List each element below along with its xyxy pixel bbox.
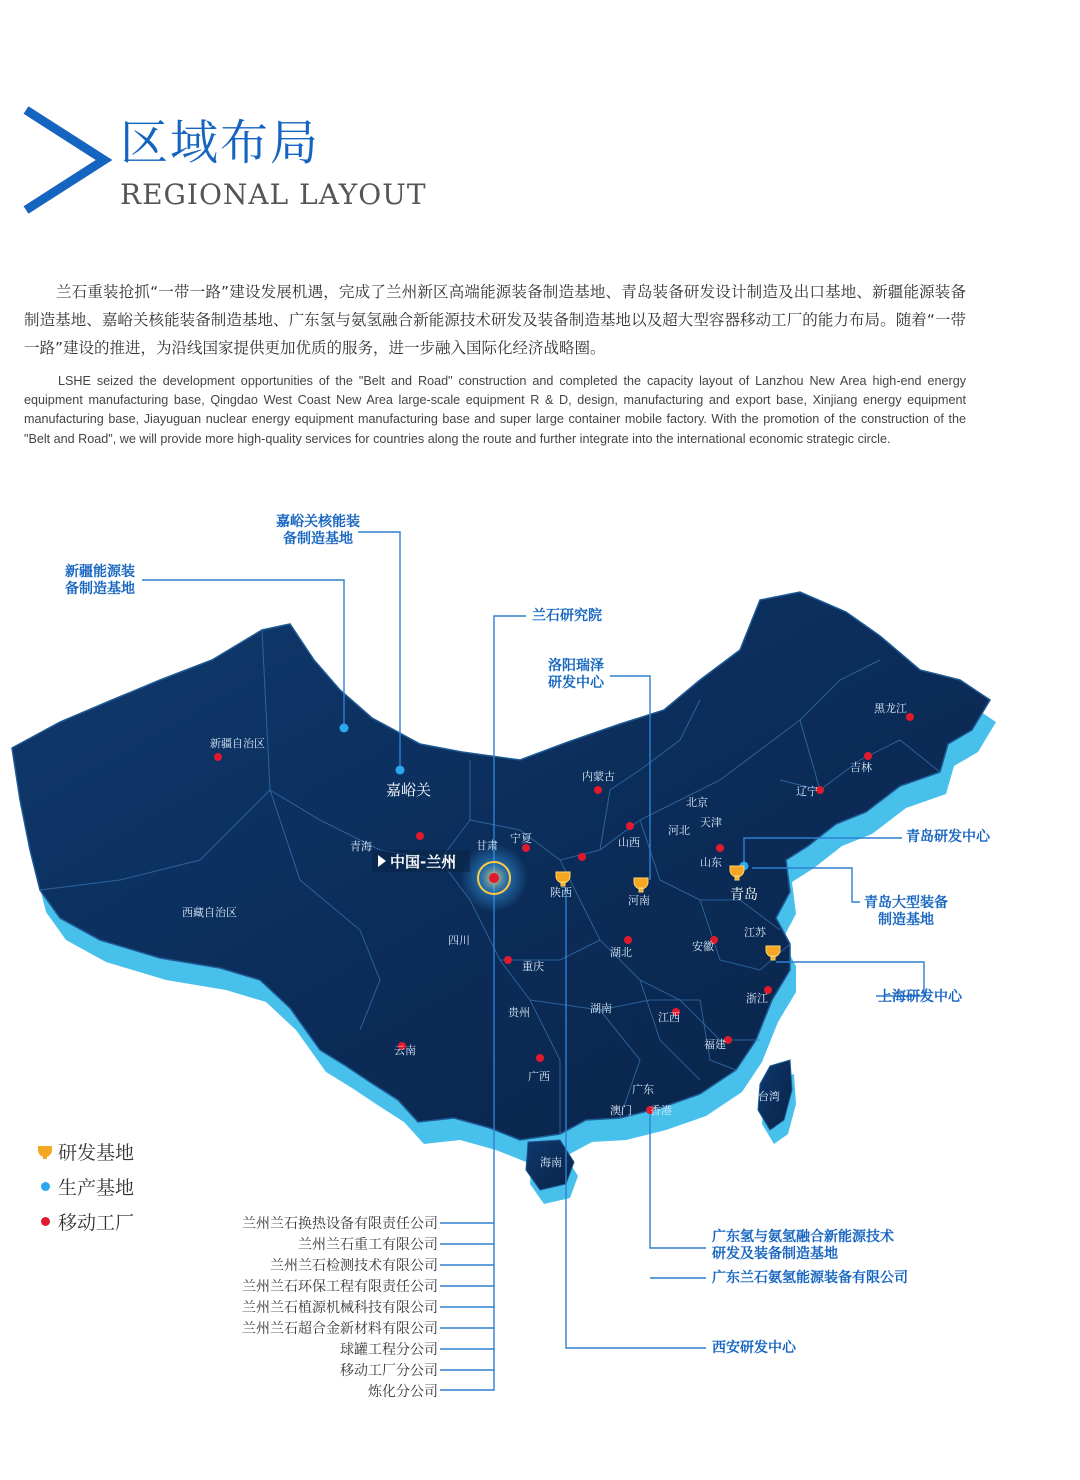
blue-dot-icon (41, 1182, 50, 1191)
label-jilin: 吉林 (850, 761, 872, 774)
label-hainan: 海南 (540, 1156, 562, 1169)
red-dot-icon (41, 1217, 50, 1226)
label-shanxi: 山西 (618, 836, 640, 849)
label-guizhou: 贵州 (508, 1006, 530, 1019)
list-item: 兰州兰石环保工程有限责任公司 (242, 1279, 438, 1295)
label-ningxia: 宁夏 (510, 832, 532, 845)
list-item: 移动工厂分公司 (340, 1363, 438, 1379)
label-xinjiang: 新疆自治区 (210, 737, 265, 750)
label-aomen: 澳门 (610, 1104, 632, 1117)
legend-mobile-label: 移动工厂 (58, 1212, 135, 1234)
callout-qingdao-rd: 青岛研发中心 (906, 829, 990, 845)
label-beijing: 北京 (686, 796, 708, 809)
map-legend (34, 1134, 134, 1239)
page-subtitle: REGIONAL LAYOUT (120, 178, 427, 211)
list-item: 兰州兰石植源机械科技有限公司 (242, 1300, 438, 1316)
map-graphic (0, 480, 1080, 1476)
label-liaoning: 辽宁 (796, 785, 818, 798)
label-henan: 河南 (628, 894, 650, 907)
label-xizang: 西藏自治区 (182, 906, 237, 919)
callout-qingdao-base: 青岛大型装备 制造基地 (864, 895, 948, 928)
label-jiangxi: 江西 (658, 1011, 680, 1024)
list-item: 球罐工程分公司 (340, 1342, 438, 1358)
label-zhejiang: 浙江 (746, 992, 768, 1005)
legend-mobile (34, 1204, 134, 1239)
list-item: 兰州兰石重工有限公司 (298, 1237, 438, 1253)
label-guangdong: 广东 (632, 1083, 654, 1096)
callout-guangdong-co: 广东兰石氨氢能源装备有限公司 (712, 1270, 908, 1286)
label-chongqing: 重庆 (522, 960, 544, 973)
page-title: 区域布局 (120, 115, 321, 171)
list-item: 兰州兰石换热设备有限责任公司 (242, 1216, 438, 1232)
company-list (242, 1214, 438, 1403)
label-hubei: 湖北 (610, 946, 632, 959)
hq-label (372, 850, 470, 872)
label-taiwan: 台湾 (758, 1090, 780, 1103)
label-gansu: 甘肃 (476, 839, 498, 852)
label-xianggang: 香港 (650, 1104, 672, 1117)
label-jiangsu: 江苏 (744, 926, 766, 939)
label-guangxi: 广西 (528, 1070, 550, 1083)
legend-production (34, 1169, 134, 1204)
legend-rd (34, 1134, 134, 1169)
intro-text-cn: 兰石重装抢抓“一带一路”建设发展机遇，完成了兰州新区高端能源装备制造基地、青岛装备研发设计制造及出口基地、新疆能源装备制造基地、嘉峪关核能装备制造基地、广东氢与氨氢融合新能源技术研发及装备制造基地以及超大型容器移动工厂的能力布局。随着“一带一路”建设的推进，为沿线国家提供更加优质的服务，进一步融入国际化经济战略圈。 (24, 283, 966, 357)
label-shandong: 山东 (700, 856, 722, 869)
page-header (0, 0, 1080, 240)
legend-production-label: 生产基地 (58, 1177, 135, 1199)
callout-guangdong-rd: 广东氢与氨氢融合新能源技术 研发及装备制造基地 (712, 1229, 894, 1262)
trophy-icon (34, 1144, 56, 1160)
callout-xinjiang: 新疆能源装 备制造基地 (65, 564, 135, 597)
label-anhui: 安徽 (692, 940, 714, 953)
chevron-icon (20, 104, 112, 216)
callout-luoyang: 洛阳瑞泽 研发中心 (548, 658, 604, 691)
label-fujian: 福建 (704, 1038, 726, 1051)
list-item: 兰州兰石检测技术有限公司 (270, 1258, 438, 1274)
callout-institute: 兰石研究院 (532, 608, 602, 624)
label-hunan: 湖南 (590, 1002, 612, 1015)
legend-rd-label: 研发基地 (58, 1142, 135, 1164)
label-shaanxi: 陕西 (550, 886, 572, 899)
label-neimenggu: 内蒙古 (582, 770, 615, 783)
label-heilongjiang: 黑龙江 (874, 702, 907, 715)
callout-jiayuguan: 嘉峪关核能装 备制造基地 (276, 514, 360, 547)
label-yunnan: 云南 (394, 1044, 416, 1057)
intro-text-en: LSHE seized the development opportunities of the "Belt and Road" construction and completed the capacity layout of Lanzhou New Area high-end energy equipment manufacturing base, Qingdao West Coast New Area large-scale equipment R & D, design, manufacturing and export base, Xinjiang energy equipment manufacturing base, Jiayuguan nuclear energy equipment manufacturing base and super large container mobile factory. With the promotion of the construction of the "Belt and Road", we will provide more high-quality services for countries along the route and further integrate into the international economic strategic circle. (24, 374, 966, 446)
callout-xian: 西安研发中心 (712, 1340, 796, 1356)
label-sichuan: 四川 (448, 934, 470, 947)
label-tianjin: 天津 (700, 816, 722, 829)
city-qingdao: 青岛 (730, 887, 758, 903)
list-item: 兰州兰石超合金新材料有限公司 (242, 1321, 438, 1337)
label-qinghai: 青海 (350, 840, 372, 853)
label-hebei: 河北 (668, 824, 690, 837)
list-item: 炼化分公司 (368, 1384, 438, 1400)
intro-section (24, 278, 966, 449)
hq-marker (489, 873, 499, 883)
callout-shanghai: 上海研发中心 (878, 989, 962, 1005)
china-map (0, 480, 1080, 1476)
hq-label-text: 中国-兰州 (390, 853, 457, 871)
city-jiayuguan: 嘉峪关 (386, 781, 432, 799)
